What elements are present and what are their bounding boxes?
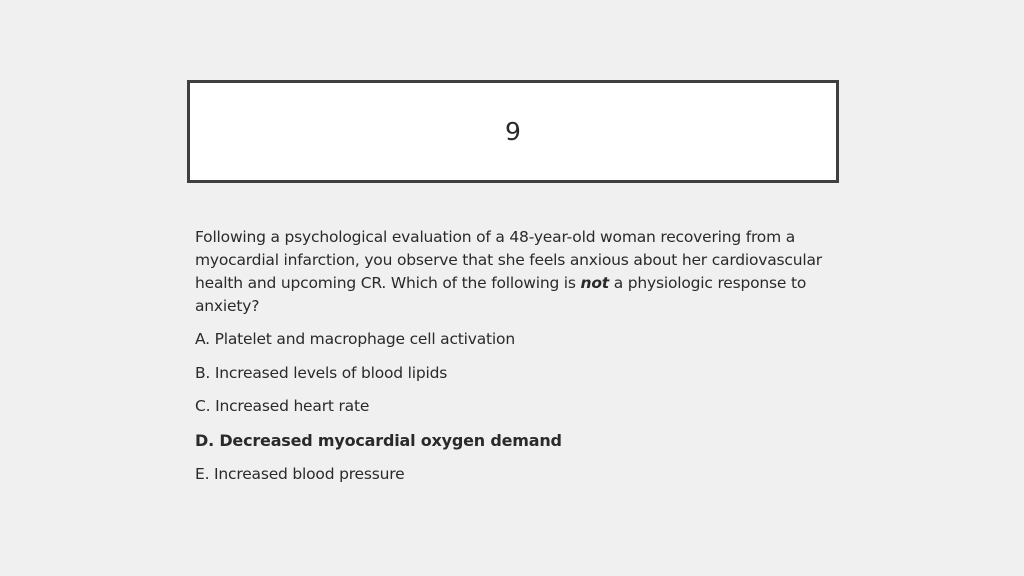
option-d-correct-answer: D. Decreased myocardial oxygen demand: [195, 431, 562, 451]
question-text-before: Following a psychological evaluation of a 48-year-old woman recovering from a myocardial infarction, you observe that she feels anxious about her cardiovascular health and upcoming CR. Which of the following is: [195, 228, 822, 292]
question-content: [195, 226, 845, 496]
slide-number: 9: [505, 117, 521, 146]
question-text-after: a physiologic response to anxiety?: [195, 274, 807, 315]
option-a: A. Platelet and macrophage cell activation: [195, 330, 515, 348]
question-text: [195, 226, 845, 318]
option-c: C. Increased heart rate: [195, 397, 370, 416]
question-emphasis: not: [580, 274, 610, 292]
option-b: B. Increased levels of blood lipids: [195, 363, 448, 382]
option-e: E. Increased blood pressure: [195, 464, 405, 483]
slide-title-box: [187, 80, 839, 183]
